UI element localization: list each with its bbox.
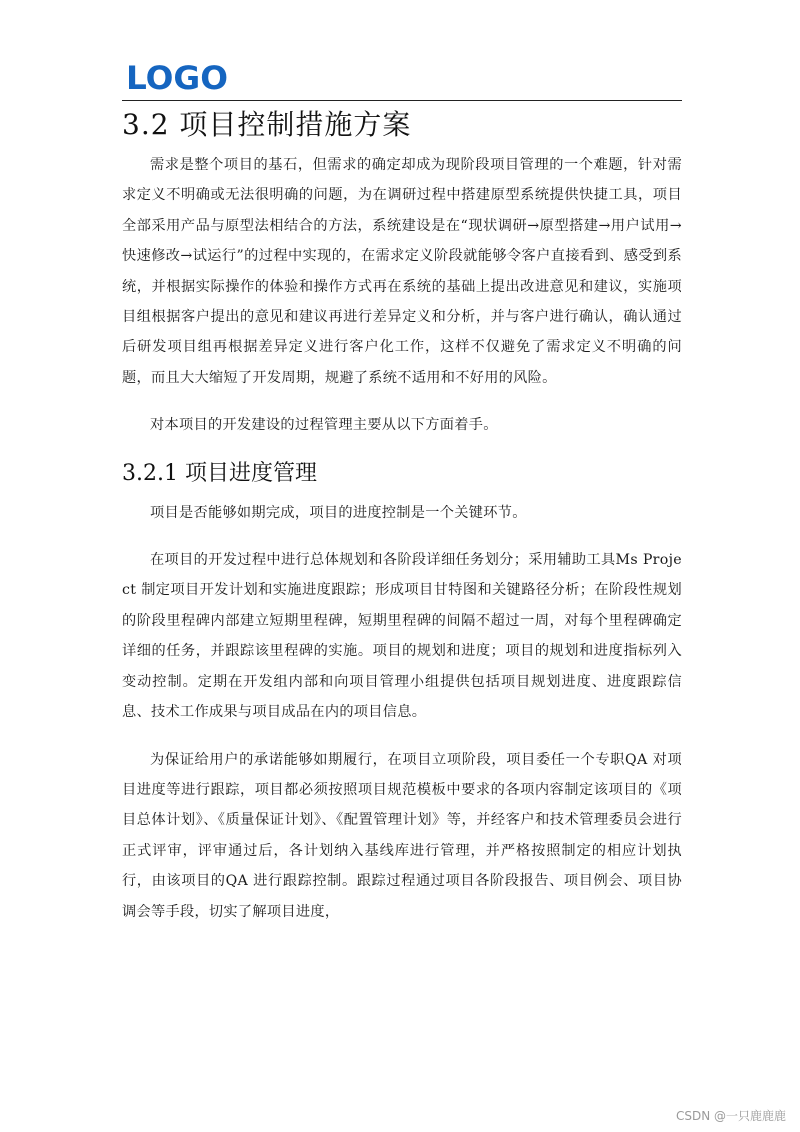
logo bbox=[126, 60, 230, 96]
logo-graphic bbox=[126, 60, 230, 96]
subsection-paragraph: 项目是否能够如期完成，项目的进度控制是一个关键环节。 bbox=[150, 504, 527, 521]
section-paragraph: 对本项目的开发建设的过程管理主要从以下方面着手。 bbox=[150, 417, 498, 434]
logo-text: LOGO bbox=[126, 60, 228, 96]
subsection-paragraph: 在项目的开发过程中进行总体规划和各阶段详细任务划分；采用辅助工具Ms Project 制定项目开发计划和实施进度跟踪；形成项目甘特图和关键路径分析；在阶段性规划的阶段里程碑内部建立短期里程碑，短期里程碑的间隔不超过一周，对每个里程碑确定详细的任务，并跟踪该里程碑的实施。项目的规划和进度；项目的规划和进度指标列入变动控制。定期在开发组内部和向项目管理小组提供包括项目规划进度、进度跟踪信息、技术工作成果与项目成品在内的项目信息。 bbox=[122, 552, 682, 721]
section-title: 3.2 项目控制措施方案 bbox=[122, 108, 412, 141]
header-divider bbox=[122, 100, 682, 101]
document-body bbox=[122, 104, 682, 944]
subsection-title: 3.2.1 项目进度管理 bbox=[122, 460, 317, 486]
subsection-paragraph: 为保证给用户的承诺能够如期履行，在项目立项阶段，项目委任一个专职QA 对项目进度等进行跟踪，项目都必须按照项目规范模板中要求的各项内容制定该项目的《项目总体计划》、《质量保证计划》、《配置管理计划》等，并经客户和技术管理委员会进行正式评审，评审通过后，各计划纳入基线库进行管理，并严格按照制定的相应计划执行，由该项目的QA 进行跟踪控制。跟踪过程通过项目各阶段报告、项目例会、项目协调会等手段，切实了解项目进度， bbox=[122, 751, 682, 920]
watermark: CSDN @一只鹿鹿鹿 bbox=[675, 1109, 786, 1123]
section-paragraph: 需求是整个项目的基石，但需求的确定却成为现阶段项目管理的一个难题，针对需求定义不明确或无法很明确的问题，为在调研过程中搭建原型系统提供快捷工具，项目全部采用产品与原型法相结合的方法，系统建设是在“现状调研→原型搭建→用户试用→快速修改→试运行”的过程中实现的，在需求定义阶段就能够令客户直接看到、感受到系统，并根据实际操作的体验和操作方式再在系统的基础上提出改进意见和建议，实施项目组根据客户提出的意见和建议再进行差异定义和分析，并与客户进行确认，确认通过后研发项目组再根据差异定义进行客户化工作，这样不仅避免了需求定义不明确的问题，而且大大缩短了开发周期，规避了系统不适用和不好用的风险。 bbox=[122, 157, 682, 386]
